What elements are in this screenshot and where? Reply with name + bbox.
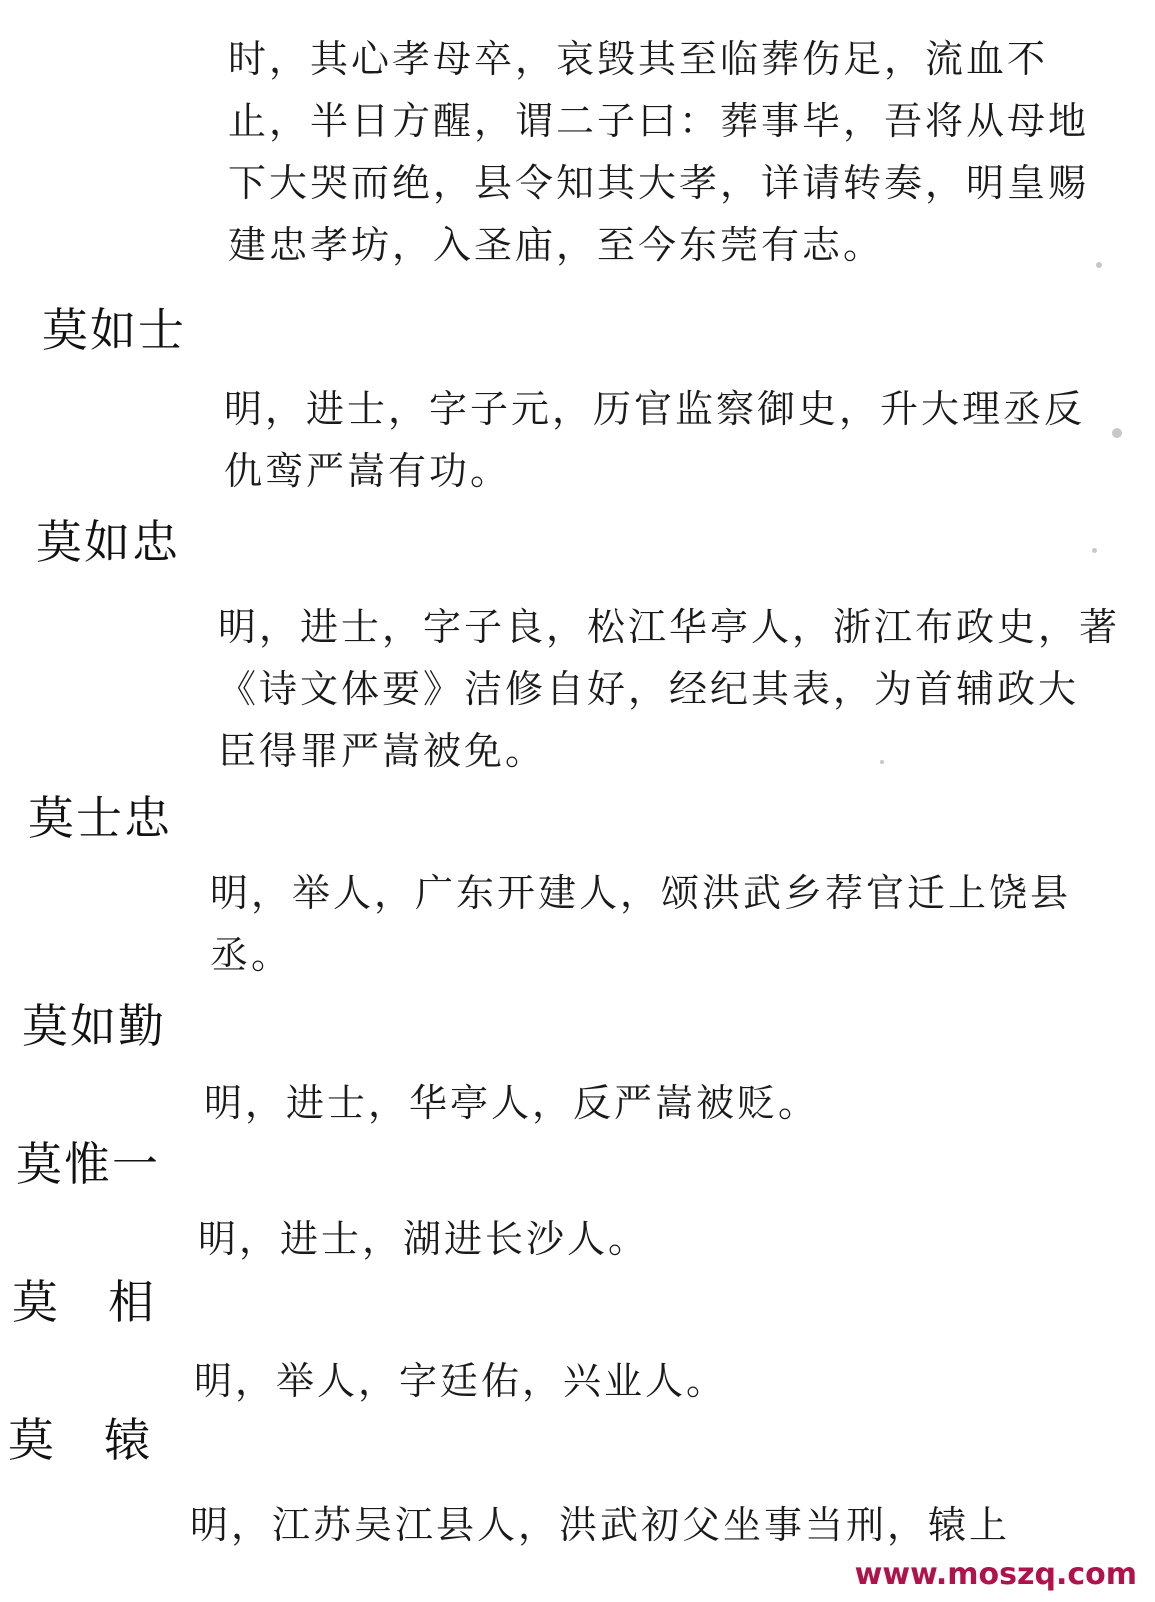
scan-speck	[1112, 428, 1122, 438]
entry-line: 明，进士，湖进长沙人。	[198, 1217, 650, 1261]
entry-line: 《诗文体要》洁修自好，经纪其表，为首辅政大	[218, 667, 1080, 711]
watermark-text: www.moszq.com	[854, 1557, 1137, 1592]
intro-line: 时，其心孝母卒，哀毁其至临葬伤足，流血不	[228, 37, 1049, 81]
entry-text	[190, 1494, 1010, 1556]
entry-text	[204, 1072, 819, 1134]
scan-speck	[1092, 548, 1097, 553]
entry-line: 臣得罪严嵩被免。	[218, 729, 547, 773]
entry-name: 莫惟一	[16, 1137, 160, 1191]
entry-line: 明，进士，字子元，历官监察御史，升大理丞反	[224, 387, 1086, 431]
intro-line: 下大哭而绝，县令知其大孝，详请转奏，明皇赐	[228, 161, 1090, 205]
entry-text	[198, 1208, 649, 1270]
intro-line: 止，半日方醒，谓二子曰：葬事毕，吾将从母地	[228, 99, 1090, 143]
intro-line: 建忠孝坊，入圣庙，至今东莞有志。	[228, 223, 885, 267]
entry-name: 莫如忠	[36, 515, 180, 569]
entry-name: 莫如士	[42, 303, 186, 357]
scan-speck	[1096, 262, 1102, 268]
entry-line: 明，进士，华亭人，反严嵩被贬。	[204, 1081, 820, 1125]
entry-name: 莫 辕	[8, 1413, 152, 1467]
entry-text	[194, 1350, 727, 1412]
entry-line: 仇鸾严嵩有功。	[224, 449, 512, 493]
entry-line: 明，江苏吴江县人，洪武初父坐事当刑，辕上	[190, 1503, 1011, 1547]
scan-speck	[880, 760, 884, 764]
intro-paragraph	[228, 28, 1089, 276]
entry-text	[210, 862, 1071, 986]
entry-line: 明，举人，字廷佑，兴业人。	[194, 1359, 728, 1403]
entry-line: 丞。	[210, 933, 293, 977]
entry-name: 莫如勤	[22, 999, 166, 1053]
entry-name: 莫 相	[12, 1275, 156, 1329]
entry-line: 明，举人，广东开建人，颂洪武乡荐官迁上饶县	[210, 871, 1072, 915]
entry-text	[224, 378, 1085, 502]
entry-line: 明，进士，字子良，松江华亭人，浙江布政史，著	[218, 605, 1121, 649]
entry-name: 莫士忠	[28, 791, 172, 845]
entry-text	[218, 596, 1120, 782]
